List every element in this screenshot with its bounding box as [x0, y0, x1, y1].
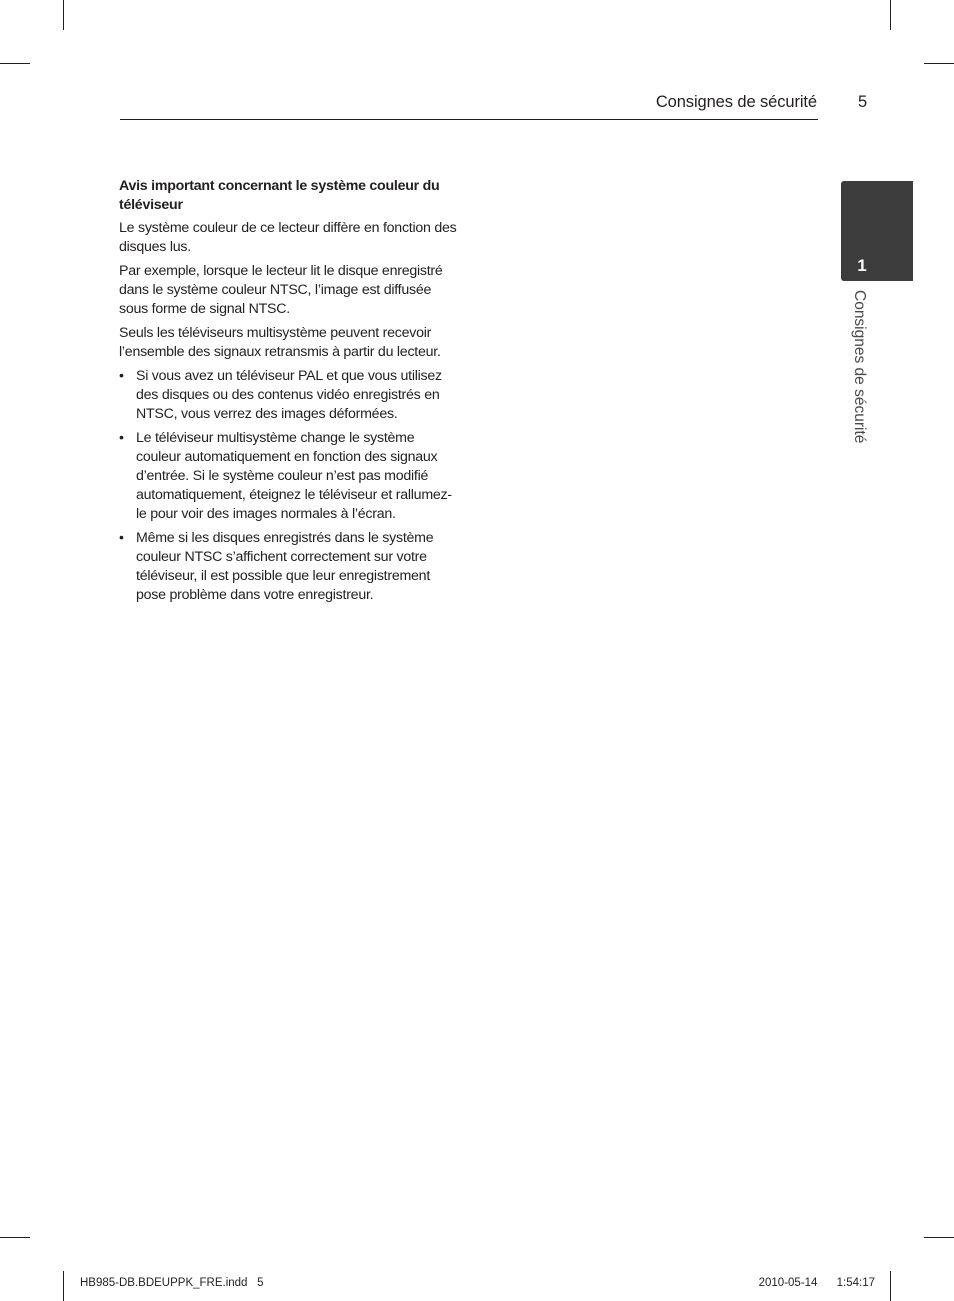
crop-mark-bottom-left-horizontal	[0, 1237, 30, 1238]
bullet-symbol: •	[119, 530, 124, 546]
list-item-text: Même si les disques enregistrés dans le système couleur NTSC s’affichent correctement sur votre téléviseur, il est possible que leur enregistrement pose problème dans votre enregistreur.	[136, 530, 434, 603]
list-item	[119, 529, 457, 605]
crop-mark-top-right-vertical	[890, 0, 891, 30]
content-column	[119, 177, 457, 610]
paragraph: Le système couleur de ce lecteur diffère en fonction des disques lus.	[119, 220, 457, 255]
bullet-symbol: •	[119, 430, 124, 446]
list-item-text: Le téléviseur multisystème change le système couleur automatiquement en fonction des signaux d’entrée. Si le système couleur n’est pas modifié automatiquement, éteignez le téléviseur et rallumez-le pour voir des images normales à l’écran.	[136, 430, 452, 522]
section-heading: Avis important concernant le système couleur du téléviseur	[119, 178, 440, 213]
list-item	[119, 367, 457, 424]
footer-file-page: 5	[257, 1277, 264, 1289]
paragraph: Par exemple, lorsque le lecteur lit le disque enregistré dans le système couleur NTSC, l’image est diffusée sous forme de signal NTSC.	[119, 263, 443, 317]
footer-file-info	[80, 1277, 263, 1289]
footer-timestamp	[759, 1277, 875, 1289]
chapter-number: 1	[857, 256, 867, 275]
chapter-tab-label: Consignes de sécurité	[851, 290, 868, 444]
footer-file-name: HB985-DB.BDEUPPK_FRE.indd	[80, 1277, 248, 1289]
chapter-tab	[841, 181, 913, 281]
crop-mark-bottom-right-vertical	[890, 1271, 891, 1301]
bullet-symbol: •	[119, 368, 124, 384]
crop-mark-top-left-vertical	[63, 0, 64, 30]
footer-date: 2010-05-14	[758, 1277, 818, 1289]
footer-time: 1:54:17	[836, 1277, 875, 1289]
running-header-title: Consignes de sécurité	[655, 93, 817, 111]
crop-mark-bottom-right-horizontal	[924, 1237, 954, 1238]
crop-mark-bottom-left-vertical	[63, 1271, 64, 1301]
crop-mark-top-left-horizontal	[0, 63, 30, 64]
list-item	[119, 429, 457, 524]
header-divider	[120, 119, 818, 120]
page-number: 5	[858, 93, 868, 111]
paragraph: Seuls les téléviseurs multisystème peuvent recevoir l’ensemble des signaux retransmis à partir du lecteur.	[119, 325, 441, 360]
crop-mark-top-right-horizontal	[924, 63, 954, 64]
list-item-text: Si vous avez un téléviseur PAL et que vous utilisez des disques ou des contenus vidéo enregistrés en NTSC, vous verrez des images déformées.	[136, 368, 442, 422]
bullet-list	[119, 367, 457, 605]
